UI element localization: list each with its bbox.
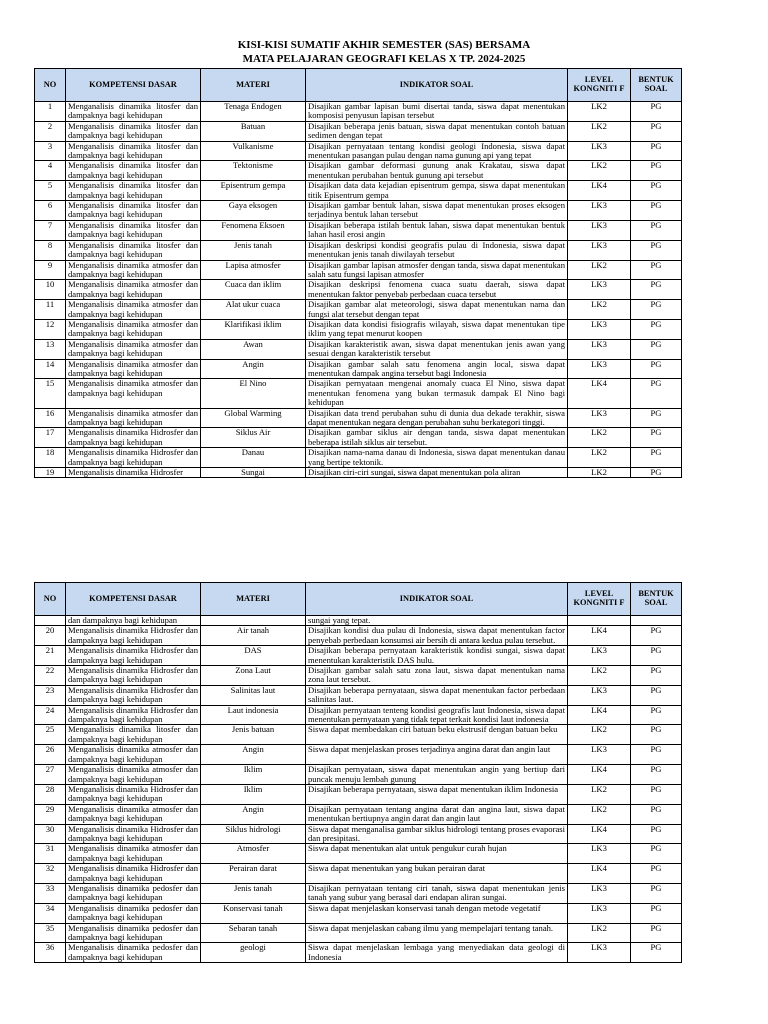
cell-kompetensi-dasar: Menganalisis dinamika Hidrosfer dan dampaknya bagi kehidupan: [66, 864, 201, 884]
cell-level: LK3: [568, 141, 631, 161]
cell-indikator-soal: Disajikan data trend perubahan suhu di dunia dua dekade terakhir, siswa dapat menentukan negara dengan perubahan suhu berkategori tinggi.: [306, 408, 568, 428]
header-indikator-soal: INDIKATOR SOAL: [306, 583, 568, 616]
cell-materi: Atmosfer: [201, 844, 306, 864]
cell-indikator-soal: Disajikan ciri-ciri sungai, siswa dapat menentukan pola aliran: [306, 468, 568, 478]
cell-no: 20: [35, 626, 66, 646]
cell-materi: Jenis tanah: [201, 883, 306, 903]
cell-kompetensi-dasar: Menganalisis dinamika atmosfer dan dampaknya bagi kehidupan: [66, 379, 201, 408]
table-row: [35, 646, 682, 666]
cell-materi: Iklim: [201, 784, 306, 804]
cell-materi: DAS: [201, 646, 306, 666]
cell-bentuk: PG: [631, 923, 682, 943]
cell-kompetensi-dasar: Menganalisis dinamika Hidrosfer dan dampaknya bagi kehidupan: [66, 784, 201, 804]
cell-level: [568, 616, 631, 626]
table-row: [35, 121, 682, 141]
cell-indikator-soal: Disajikan beberapa jenis batuan, siswa dapat menentukan contoh batuan sedimen dengan tepat: [306, 121, 568, 141]
cell-level: LK2: [568, 804, 631, 824]
cell-materi: Zona Laut: [201, 666, 306, 686]
cell-bentuk: PG: [631, 300, 682, 320]
cell-no: 32: [35, 864, 66, 884]
cell-level: LK2: [568, 666, 631, 686]
cell-level: LK3: [568, 943, 631, 963]
cell-level: LK3: [568, 220, 631, 240]
cell-kompetensi-dasar: Menganalisis dinamika litosfer dan dampaknya bagi kehidupan: [66, 141, 201, 161]
cell-kompetensi-dasar: Menganalisis dinamika atmosfer dan dampaknya bagi kehidupan: [66, 339, 201, 359]
cell-materi: Awan: [201, 339, 306, 359]
cell-no: 3: [35, 141, 66, 161]
table-row: [35, 220, 682, 240]
table-row: [35, 765, 682, 785]
cell-no: 34: [35, 903, 66, 923]
cell-level: LK4: [568, 705, 631, 725]
cell-no: 35: [35, 923, 66, 943]
cell-materi: Klarifikasi iklim: [201, 319, 306, 339]
cell-no: 30: [35, 824, 66, 844]
cell-indikator-soal: Siswa dapat membedakan ciri batuan beku ekstrusif dengan batuan beku: [306, 725, 568, 745]
table-row: [35, 240, 682, 260]
cell-materi: Tektonisme: [201, 161, 306, 181]
cell-materi: Episentrum gempa: [201, 181, 306, 201]
table-row: [35, 339, 682, 359]
cell-bentuk: PG: [631, 220, 682, 240]
cell-bentuk: PG: [631, 765, 682, 785]
cell-indikator-soal: Disajikan gambar deformasi gunung anak Krakatau, siswa dapat menentukan perubahan bentuk gunung api tersebut: [306, 161, 568, 181]
table-row: [35, 161, 682, 181]
table-row: [35, 181, 682, 201]
cell-indikator-soal: Disajikan deskripsi kondisi geografis pulau di Indonesia, siswa dapat menentukan jenis tanah diwilayah tersebut: [306, 240, 568, 260]
cell-bentuk: PG: [631, 408, 682, 428]
cell-kompetensi-dasar: Menganalisis dinamika atmosfer dan dampaknya bagi kehidupan: [66, 408, 201, 428]
table-row: [35, 379, 682, 408]
cell-level: LK3: [568, 685, 631, 705]
table-row: [35, 705, 682, 725]
cell-no: 25: [35, 725, 66, 745]
table-row: [35, 883, 682, 903]
cell-level: LK2: [568, 448, 631, 468]
cell-level: LK2: [568, 468, 631, 478]
cell-level: LK4: [568, 181, 631, 201]
cell-level: LK3: [568, 883, 631, 903]
cell-level: LK3: [568, 408, 631, 428]
cell-level: LK2: [568, 725, 631, 745]
header-materi: MATERI: [201, 69, 306, 102]
cell-indikator-soal: Disajikan nama-nama danau di Indonesia, siswa dapat menentukan danau yang bertipe tektonik.: [306, 448, 568, 468]
table-row: [35, 626, 682, 646]
cell-kompetensi-dasar: Menganalisis dinamika Hidrosfer dan dampaknya bagi kehidupan: [66, 428, 201, 448]
cell-indikator-soal: Siswa dapat menentukan yang bukan perairan darat: [306, 864, 568, 884]
table-row: [35, 923, 682, 943]
cell-no: 14: [35, 359, 66, 379]
cell-materi: Angin: [201, 804, 306, 824]
cell-bentuk: PG: [631, 883, 682, 903]
cell-indikator-soal: Disajikan pernyataan tentang kondisi geologi Indonesia, siswa dapat menentukan pasangan pulau dengan nama gunung api yang tepat: [306, 141, 568, 161]
cell-no: 26: [35, 745, 66, 765]
table-row: [35, 280, 682, 300]
table-row: [35, 300, 682, 320]
cell-bentuk: PG: [631, 844, 682, 864]
cell-level: LK3: [568, 201, 631, 221]
cell-indikator-soal: Disajikan beberapa pernyataan, siswa dapat menentukan factor perbedaan salinitas laut.: [306, 685, 568, 705]
cell-kompetensi-dasar: Menganalisis dinamika litosfer dan dampaknya bagi kehidupan: [66, 121, 201, 141]
table-row: [35, 260, 682, 280]
cell-no: 17: [35, 428, 66, 448]
cell-no: 24: [35, 705, 66, 725]
cell-materi: Lapisa atmosfer: [201, 260, 306, 280]
cell-bentuk: PG: [631, 903, 682, 923]
cell-level: LK4: [568, 379, 631, 408]
cell-materi: Siklus hidrologi: [201, 824, 306, 844]
cell-level: LK3: [568, 844, 631, 864]
cell-kompetensi-dasar: Menganalisis dinamika litosfer dan dampaknya bagi kehidupan: [66, 181, 201, 201]
cell-materi: Cuaca dan iklim: [201, 280, 306, 300]
cell-no: 28: [35, 784, 66, 804]
cell-level: LK2: [568, 428, 631, 448]
continuation-row: [35, 616, 682, 626]
cell-bentuk: PG: [631, 379, 682, 408]
cell-materi: Sungai: [201, 468, 306, 478]
cell-level: LK3: [568, 339, 631, 359]
cell-level: LK4: [568, 864, 631, 884]
cell-indikator-soal: Disajikan data data kejadian episentrum gempa, siswa dapat menentukan titik Episentrum gempa: [306, 181, 568, 201]
cell-bentuk: PG: [631, 339, 682, 359]
cell-materi: Batuan: [201, 121, 306, 141]
cell-kompetensi-dasar: Menganalisis dinamika litosfer dan dampaknya bagi kehidupan: [66, 725, 201, 745]
cell-bentuk: PG: [631, 319, 682, 339]
cell-indikator-soal: Disajikan gambar lapisan atmosfer dengan tanda, siswa dapat menentukan salah satu fungsi lapisan atmosfer: [306, 260, 568, 280]
cell-no: 31: [35, 844, 66, 864]
cell-indikator-soal: Disajikan gambar alat meteorologi, siswa dapat menentukan nama dan fungsi alat tersebut dengan tepat: [306, 300, 568, 320]
cell-no: 8: [35, 240, 66, 260]
cell-materi: Air tanah: [201, 626, 306, 646]
header-kompetensi-dasar: KOMPETENSI DASAR: [66, 69, 201, 102]
cell-indikator-soal: sungai yang tepat.: [306, 616, 568, 626]
header-indikator-soal: INDIKATOR SOAL: [306, 69, 568, 102]
cell-kompetensi-dasar: Menganalisis dinamika atmosfer dan dampaknya bagi kehidupan: [66, 260, 201, 280]
table-row: [35, 102, 682, 122]
header-bentuk-soal: BENTUK SOAL: [631, 583, 682, 616]
cell-no: 2: [35, 121, 66, 141]
cell-no: 9: [35, 260, 66, 280]
cell-kompetensi-dasar: Menganalisis dinamika Hidrosfer dan dampaknya bagi kehidupan: [66, 824, 201, 844]
cell-level: LK3: [568, 319, 631, 339]
cell-level: LK2: [568, 300, 631, 320]
cell-bentuk: PG: [631, 102, 682, 122]
cell-level: LK3: [568, 240, 631, 260]
cell-materi: Gaya eksogen: [201, 201, 306, 221]
cell-kompetensi-dasar: Menganalisis dinamika atmosfer dan dampaknya bagi kehidupan: [66, 300, 201, 320]
cell-no: 36: [35, 943, 66, 963]
cell-materi: Tenaga Endogen: [201, 102, 306, 122]
cell-materi: Jenis batuan: [201, 725, 306, 745]
cell-level: LK3: [568, 745, 631, 765]
cell-level: LK3: [568, 359, 631, 379]
header-kompetensi-dasar: KOMPETENSI DASAR: [66, 583, 201, 616]
cell-level: LK2: [568, 923, 631, 943]
table-header-row: [35, 69, 682, 102]
cell-bentuk: PG: [631, 784, 682, 804]
cell-bentuk: PG: [631, 864, 682, 884]
cell-bentuk: PG: [631, 240, 682, 260]
cell-materi: Sebaran tanah: [201, 923, 306, 943]
cell-indikator-soal: Disajikan pernyataan tentang angina darat dan angina laut, siswa dapat menentukan bertiupnya angin darat dan angin laut: [306, 804, 568, 824]
cell-no: 27: [35, 765, 66, 785]
table-row: [35, 319, 682, 339]
cell-materi: Siklus Air: [201, 428, 306, 448]
cell-bentuk: PG: [631, 705, 682, 725]
cell-level: LK2: [568, 121, 631, 141]
cell-kompetensi-dasar: Menganalisis dinamika litosfer dan dampaknya bagi kehidupan: [66, 161, 201, 181]
table-header-row: [35, 583, 682, 616]
table-row: [35, 468, 682, 478]
table-row: [35, 824, 682, 844]
cell-materi: Angin: [201, 745, 306, 765]
table-row: [35, 359, 682, 379]
table-row: [35, 903, 682, 923]
cell-no: 22: [35, 666, 66, 686]
cell-indikator-soal: Disajikan gambar siklus air dengan tanda, siswa dapat menentukan beberapa istilah siklus air tersebut.: [306, 428, 568, 448]
table-row: [35, 725, 682, 745]
kisi-kisi-table-page2: [34, 582, 682, 963]
cell-kompetensi-dasar: Menganalisis dinamika pedosfer dan dampaknya bagi kehidupan: [66, 943, 201, 963]
cell-kompetensi-dasar: Menganalisis dinamika atmosfer dan dampaknya bagi kehidupan: [66, 765, 201, 785]
cell-kompetensi-dasar: Menganalisis dinamika Hidrosfer: [66, 468, 201, 478]
cell-level: LK2: [568, 102, 631, 122]
cell-kompetensi-dasar: Menganalisis dinamika pedosfer dan dampaknya bagi kehidupan: [66, 903, 201, 923]
cell-bentuk: PG: [631, 666, 682, 686]
header-no: NO: [35, 69, 66, 102]
cell-kompetensi-dasar: Menganalisis dinamika Hidrosfer dan dampaknya bagi kehidupan: [66, 705, 201, 725]
header-materi: MATERI: [201, 583, 306, 616]
cell-no: 4: [35, 161, 66, 181]
cell-bentuk: PG: [631, 428, 682, 448]
cell-indikator-soal: Siswa dapat menjelaskan konservasi tanah dengan metode vegetatif: [306, 903, 568, 923]
kisi-kisi-table-page1: [34, 68, 682, 478]
cell-indikator-soal: Disajikan beberapa istilah bentuk lahan, siswa dapat menentukan bentuk lahan hasil erosi angin: [306, 220, 568, 240]
cell-no: 1: [35, 102, 66, 122]
cell-indikator-soal: Disajikan gambar bentuk lahan, siswa dapat menentukan proses eksogen terjadinya bentuk lahan tersebut: [306, 201, 568, 221]
table-row: [35, 784, 682, 804]
cell-no: 21: [35, 646, 66, 666]
cell-kompetensi-dasar: Menganalisis dinamika litosfer dan dampaknya bagi kehidupan: [66, 220, 201, 240]
cell-bentuk: PG: [631, 448, 682, 468]
cell-level: LK3: [568, 280, 631, 300]
cell-bentuk: PG: [631, 260, 682, 280]
cell-indikator-soal: Siswa dapat menjelaskan cabang ilmu yang mempelajari tentang tanah.: [306, 923, 568, 943]
cell-kompetensi-dasar: Menganalisis dinamika litosfer dan dampaknya bagi kehidupan: [66, 201, 201, 221]
cell-kompetensi-dasar: Menganalisis dinamika Hidrosfer dan dampaknya bagi kehidupan: [66, 646, 201, 666]
cell-indikator-soal: Disajikan gambar lapisan bumi disertai tanda, siswa dapat menentukan komposisi penyusun lapisan tersebut: [306, 102, 568, 122]
cell-bentuk: PG: [631, 725, 682, 745]
header-level-kognitif: LEVEL KONGNITI F: [568, 69, 631, 102]
table-row: [35, 804, 682, 824]
cell-no: 15: [35, 379, 66, 408]
table-row: [35, 666, 682, 686]
cell-indikator-soal: Disajikan data kondisi fisiografis wilayah, siswa dapat menentukan tipe iklim yang tepat menurut koopen: [306, 319, 568, 339]
cell-level: LK3: [568, 646, 631, 666]
cell-indikator-soal: Siswa dapat menjelaskan lembaga yang menyediakan data geologi di Indonesia: [306, 943, 568, 963]
cell-kompetensi-dasar: Menganalisis dinamika Hidrosfer dan dampaknya bagi kehidupan: [66, 448, 201, 468]
cell-materi: Perairan darat: [201, 864, 306, 884]
cell-indikator-soal: Disajikan pernyataan, siswa dapat menentukan angin yang bertiup dari puncak menuju lembah gunung: [306, 765, 568, 785]
cell-indikator-soal: Disajikan beberapa pernyataan karakteristik kondisi sungai, siswa dapat menentukan karakteristik DAS hulu.: [306, 646, 568, 666]
cell-level: LK2: [568, 161, 631, 181]
cell-kompetensi-dasar: Menganalisis dinamika pedosfer dan dampaknya bagi kehidupan: [66, 883, 201, 903]
cell-bentuk: PG: [631, 468, 682, 478]
cell-bentuk: PG: [631, 804, 682, 824]
cell-level: LK4: [568, 765, 631, 785]
cell-no: 11: [35, 300, 66, 320]
cell-materi: [201, 616, 306, 626]
cell-level: LK4: [568, 824, 631, 844]
cell-kompetensi-dasar: Menganalisis dinamika atmosfer dan dampaknya bagi kehidupan: [66, 319, 201, 339]
header-bentuk-soal: BENTUK SOAL: [631, 69, 682, 102]
cell-bentuk: PG: [631, 685, 682, 705]
cell-kompetensi-dasar: Menganalisis dinamika atmosfer dan dampaknya bagi kehidupan: [66, 280, 201, 300]
cell-no: 18: [35, 448, 66, 468]
cell-kompetensi-dasar: Menganalisis dinamika pedosfer dan dampaknya bagi kehidupan: [66, 923, 201, 943]
cell-level: LK2: [568, 784, 631, 804]
header-level-kognitif: LEVEL KONGNITI F: [568, 583, 631, 616]
cell-no: [35, 616, 66, 626]
cell-bentuk: PG: [631, 121, 682, 141]
cell-kompetensi-dasar: Menganalisis dinamika Hidrosfer dan dampaknya bagi kehidupan: [66, 626, 201, 646]
header-no: NO: [35, 583, 66, 616]
cell-no: 12: [35, 319, 66, 339]
cell-materi: El Nino: [201, 379, 306, 408]
cell-indikator-soal: Disajikan pernyataan mengenai anomaly cuaca El Nino, siswa dapat menentukan fenomena yang bukan termasuk dampak El Nino bagi kehidupan: [306, 379, 568, 408]
cell-bentuk: PG: [631, 824, 682, 844]
cell-indikator-soal: Disajikan deskripsi fenomena cuaca suatu daerah, siswa dapat menentukan faktor penyebab perbedaan cuaca tersebut: [306, 280, 568, 300]
cell-indikator-soal: Siswa dapat menjelaskan proses terjadinya angina darat dan angin laut: [306, 745, 568, 765]
cell-bentuk: PG: [631, 141, 682, 161]
cell-indikator-soal: Disajikan karakteristik awan, siswa dapat menentukan jenis awan yang sesuai dengan karakteristik tersebut: [306, 339, 568, 359]
cell-indikator-soal: Siswa dapat menganalisa gambar siklus hidrologi tentang proses evaporasi dan presipitasi.: [306, 824, 568, 844]
cell-kompetensi-dasar: Menganalisis dinamika litosfer dan dampaknya bagi kehidupan: [66, 240, 201, 260]
document-title-line1: KISI-KISI SUMATIF AKHIR SEMESTER (SAS) BERSAMA: [237, 39, 531, 51]
cell-materi: geologi: [201, 943, 306, 963]
cell-bentuk: [631, 616, 682, 626]
cell-no: 23: [35, 685, 66, 705]
cell-indikator-soal: Disajikan gambar salah satu zona laut, siswa dapat menentukan nama zona laut tersebut.: [306, 666, 568, 686]
cell-indikator-soal: Siswa dapat menentukan alat untuk pengukur curah hujan: [306, 844, 568, 864]
cell-materi: Iklim: [201, 765, 306, 785]
table-row: [35, 408, 682, 428]
cell-indikator-soal: Disajikan beberapa pernyataan, siswa dapat menentukan iklim Indonesia: [306, 784, 568, 804]
cell-no: 29: [35, 804, 66, 824]
document-title-line2: MATA PELAJARAN GEOGRAFI KELAS X TP. 2024-2025: [242, 53, 526, 65]
table-row: [35, 685, 682, 705]
cell-indikator-soal: Disajikan pernyataan tentang ciri tanah, siswa dapat menentukan jenis tanah yang subur yang berasal dari endapan aliran sungai.: [306, 883, 568, 903]
cell-level: LK2: [568, 260, 631, 280]
table-row: [35, 864, 682, 884]
cell-no: 6: [35, 201, 66, 221]
cell-level: LK3: [568, 903, 631, 923]
cell-indikator-soal: Disajikan kondisi dua pulau di Indonesia, siswa dapat menentukan factor penyebab perbedaan konsumsi air bersih di antara kedua pulau tersebut.: [306, 626, 568, 646]
cell-no: 16: [35, 408, 66, 428]
cell-indikator-soal: Disajikan pernyataan tenteng kondisi geografis laut Indonesia, siswa dapat menentukan pernyataan yang tidak tepat terkait kondisi laut indonesia: [306, 705, 568, 725]
cell-no: 5: [35, 181, 66, 201]
cell-kompetensi-dasar: Menganalisis dinamika atmosfer dan dampaknya bagi kehidupan: [66, 804, 201, 824]
cell-bentuk: PG: [631, 626, 682, 646]
cell-materi: Danau: [201, 448, 306, 468]
cell-no: 13: [35, 339, 66, 359]
table-row: [35, 201, 682, 221]
cell-bentuk: PG: [631, 943, 682, 963]
cell-level: LK4: [568, 626, 631, 646]
cell-kompetensi-dasar: Menganalisis dinamika atmosfer dan dampaknya bagi kehidupan: [66, 844, 201, 864]
table-row: [35, 943, 682, 963]
cell-materi: Alat ukur cuaca: [201, 300, 306, 320]
cell-bentuk: PG: [631, 646, 682, 666]
cell-materi: Laut indonesia: [201, 705, 306, 725]
cell-materi: Vulkanisme: [201, 141, 306, 161]
cell-kompetensi-dasar: Menganalisis dinamika Hidrosfer dan dampaknya bagi kehidupan: [66, 685, 201, 705]
cell-kompetensi-dasar: dan dampaknya bagi kehidupan: [66, 616, 201, 626]
table-row: [35, 448, 682, 468]
table-row: [35, 141, 682, 161]
cell-bentuk: PG: [631, 359, 682, 379]
table-row: [35, 844, 682, 864]
table-row: [35, 745, 682, 765]
cell-bentuk: PG: [631, 280, 682, 300]
cell-bentuk: PG: [631, 181, 682, 201]
cell-no: 7: [35, 220, 66, 240]
cell-kompetensi-dasar: Menganalisis dinamika litosfer dan dampaknya bagi kehidupan: [66, 102, 201, 122]
cell-kompetensi-dasar: Menganalisis dinamika atmosfer dan dampaknya bagi kehidupan: [66, 745, 201, 765]
cell-no: 19: [35, 468, 66, 478]
cell-materi: Global Warming: [201, 408, 306, 428]
cell-no: 33: [35, 883, 66, 903]
cell-bentuk: PG: [631, 201, 682, 221]
cell-materi: Fenomena Eksoen: [201, 220, 306, 240]
cell-bentuk: PG: [631, 745, 682, 765]
cell-materi: Salinitas laut: [201, 685, 306, 705]
cell-materi: Angin: [201, 359, 306, 379]
table-row: [35, 428, 682, 448]
cell-materi: Konservasi tanah: [201, 903, 306, 923]
cell-materi: Jenis tanah: [201, 240, 306, 260]
cell-kompetensi-dasar: Menganalisis dinamika atmosfer dan dampaknya bagi kehidupan: [66, 359, 201, 379]
cell-no: 10: [35, 280, 66, 300]
cell-indikator-soal: Disajikan gambar salah satu fenomena angin local, siswa dapat menentukan dampak angina tersebut bagi Indonesia: [306, 359, 568, 379]
cell-kompetensi-dasar: Menganalisis dinamika Hidrosfer dan dampaknya bagi kehidupan: [66, 666, 201, 686]
cell-bentuk: PG: [631, 161, 682, 181]
